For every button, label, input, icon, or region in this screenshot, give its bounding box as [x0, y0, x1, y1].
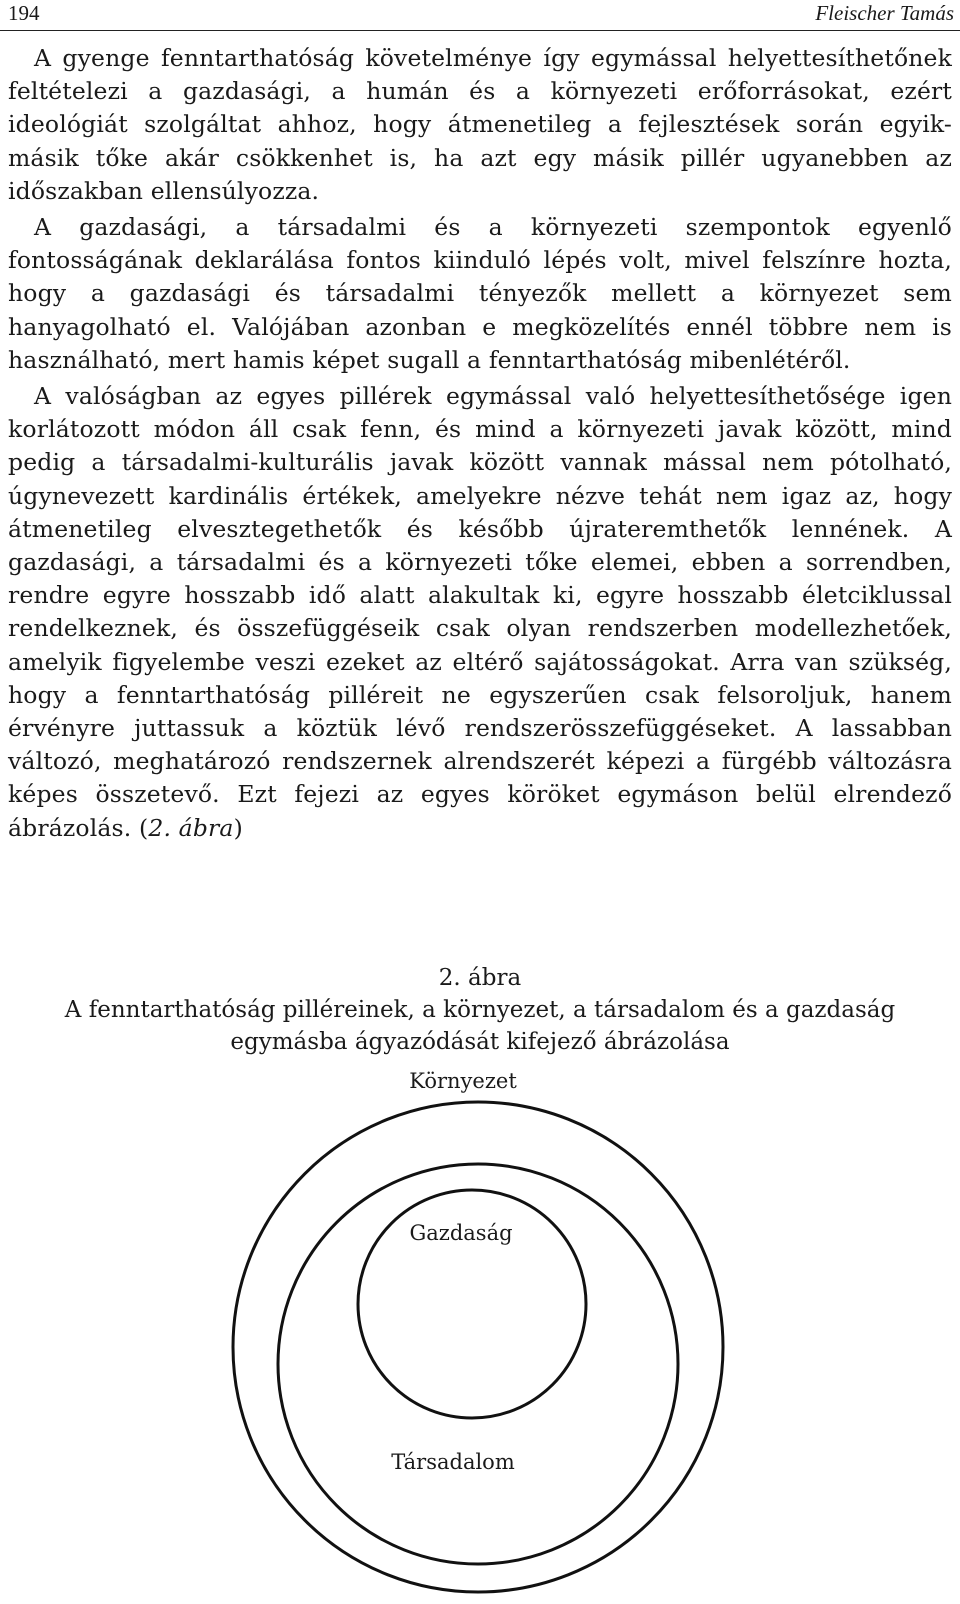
- figure-ref-close: ): [233, 813, 243, 842]
- page-number: 194: [8, 1, 40, 25]
- diagram-svg: [218, 1086, 738, 1604]
- label-economy: Gazdaság: [409, 1221, 513, 1245]
- figure-caption-line-1: A fenntarthatóság pilléreinek, a környezet, a társadalom és a gazdaság: [64, 997, 896, 1023]
- figure-ref-open: (: [131, 813, 149, 842]
- nested-circles-diagram: [218, 1069, 738, 1604]
- figure-reference: 2. ábra: [148, 813, 234, 842]
- body-text: [8, 42, 952, 848]
- label-environment: Környezet: [409, 1069, 517, 1093]
- label-society: Társadalom: [391, 1450, 515, 1474]
- paragraph-1: A gyenge fenntarthatóság követelménye így egymással helyettesíthetőnek feltételezi a gazdasági, a humán és a környezeti erőforrásokat, ezért ideológiát szolgáltat ahhoz, hogy átmenetileg a fejlesztések során egyik-másik tőke akár csökkenhet is, ha azt egy másik pillér ugyanebben az időszakban ellensúlyozza.: [8, 44, 952, 205]
- figure-caption-line-2: egymásba ágyazódását kifejező ábrázolása: [230, 1029, 730, 1055]
- running-author: Fleischer Tamás: [815, 1, 954, 25]
- page-header: [0, 0, 960, 31]
- figure-number: 2. ábra: [438, 965, 522, 991]
- paragraph-3-text: A valóságban az egyes pillérek egymással való helyettesíthetősége igen korlátozott módon áll csak fenn, és mind a környezeti javak között, mind pedig a társadalmi-kulturális javak között vannak mással nem pótolható, úgynevezett kardinális értékek, amelyekre nézve tehát nem igaz az, hogy átmenetileg elvesztegethetők és később újrateremthetők lennének. A gazdasági, a társadalmi és a környezeti tőke elemei, ebben a sorrendben, rendre egyre hosszabb idő alatt alakultak ki, egyre hosszabb életciklussal rendelkeznek, és összefüggéseik csak olyan rendszerben modellezhetőek, amelyik figyelembe veszi ezeket az eltérő sajátosságokat. Arra van szükség, hogy a fenntarthatóság pilléreit ne egyszerűen csak felsoroljuk, hanem érvényre juttassuk a köztük lévő rendszerösszefüggéseket. A lassabban változó, meghatározó rendszernek alrendszerét képezi a fürgébb változásra képes összetevő. Ezt fejezi az egyes köröket egymáson belül elrendező ábrázolás.: [8, 382, 952, 842]
- paragraph-3: [8, 380, 952, 845]
- figure-caption: [0, 962, 960, 1058]
- paragraph-2: A gazdasági, a társadalmi és a környezeti szempontok egyenlő fontosságának deklarálása fontos kiinduló lépés volt, mivel felszínre hozta, hogy a gazdasági és társadalmi tényezők mellett a környezet sem hanyagolható el. Valójában azonban e megközelítés ennél többre nem is használható, mert hamis képet sugall a fenntarthatóság mibenlétéről.: [8, 213, 952, 374]
- outer-circle-environment: [233, 1102, 723, 1592]
